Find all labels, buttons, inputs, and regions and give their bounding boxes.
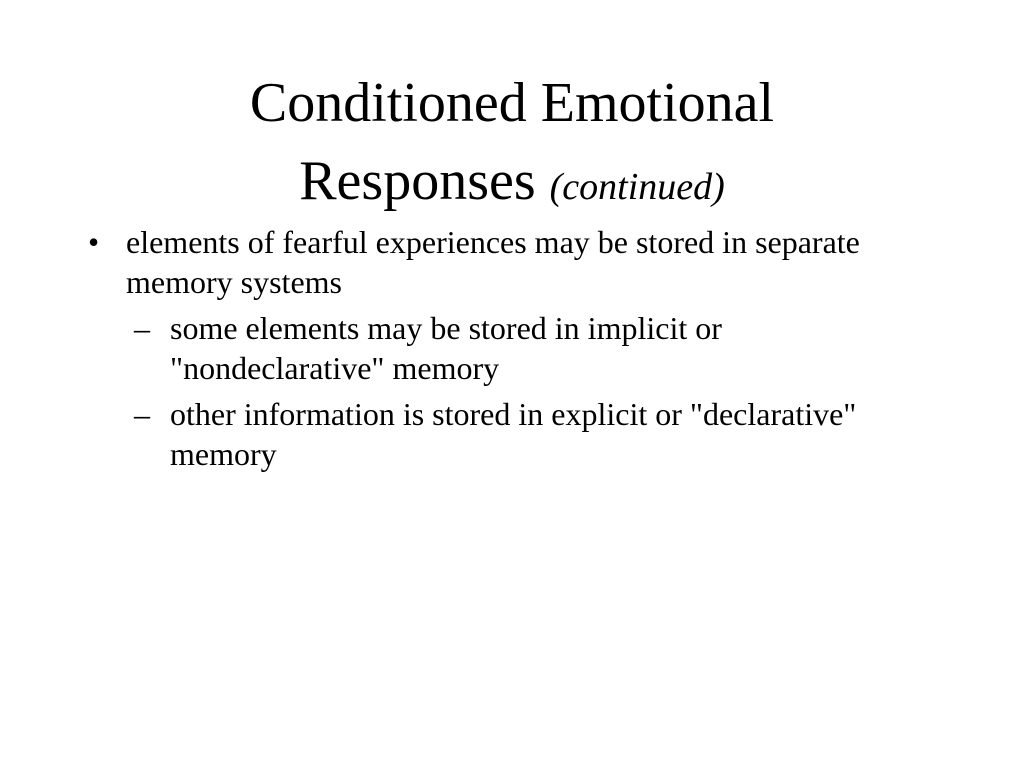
bullet-level-1 bbox=[88, 222, 926, 302]
bullet-item bbox=[0, 222, 1024, 474]
title-suffix: (continued) bbox=[549, 166, 725, 208]
sub-bullet bbox=[134, 394, 930, 474]
title-line-1: Conditioned Emotional bbox=[249, 72, 775, 134]
bullet-text: elements of fearful experiences may be stored in separate memory systems bbox=[126, 224, 860, 300]
slide-body bbox=[0, 222, 1024, 474]
slide-title bbox=[0, 64, 1024, 226]
sub-bullet-marker: – bbox=[134, 310, 150, 346]
bullet-marker: • bbox=[88, 224, 100, 260]
sub-bullet bbox=[134, 308, 930, 388]
title-line-2: Responses bbox=[299, 150, 536, 212]
sub-bullet-marker: – bbox=[134, 396, 150, 432]
sub-bullet-text: some elements may be stored in implicit or "nondeclarative" memory bbox=[170, 310, 722, 386]
sub-bullet-text: other information is stored in explicit or "declarative" memory bbox=[170, 396, 857, 472]
